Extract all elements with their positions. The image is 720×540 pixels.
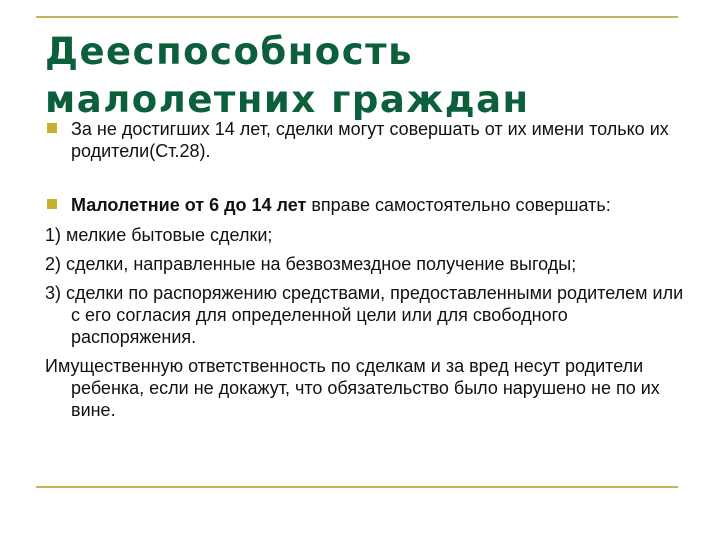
square-bullet-icon: [47, 199, 57, 209]
list-item-3: 3) сделки по распоряжению средствами, предоставленными родителем или с его согласия для определенной цели или для свободного распоряжения.: [45, 283, 684, 347]
bullet-item-2: [45, 194, 685, 216]
square-bullet-icon: [47, 123, 57, 133]
bullet-text-1: За не достигших 14 лет, сделки могут совершать от их имени только их родители(Ст.28).: [71, 119, 669, 161]
title-line-1: Дееспособность: [45, 30, 414, 73]
list-item-1: 1) мелкие бытовые сделки;: [45, 225, 273, 245]
list-item-2: 2) сделки, направленные на безвозмездное получение выгоды;: [45, 254, 577, 274]
top-divider: [36, 16, 678, 18]
bullet-bold-text-2: Малолетние от 6 до 14 лет: [71, 195, 307, 215]
bullet-text-2: вправе самостоятельно совершать:: [306, 195, 611, 215]
slide-body: [45, 118, 685, 421]
bottom-divider: [36, 486, 678, 488]
title-line-2: малолетних граждан: [45, 78, 530, 121]
liability-paragraph: Имущественную ответственность по сделкам и за вред несут родители ребенка, если не докажут, что обязательство было нарушено не по их вине.: [45, 356, 660, 420]
slide-title: [45, 28, 685, 124]
bullet-item-1: [45, 118, 685, 162]
